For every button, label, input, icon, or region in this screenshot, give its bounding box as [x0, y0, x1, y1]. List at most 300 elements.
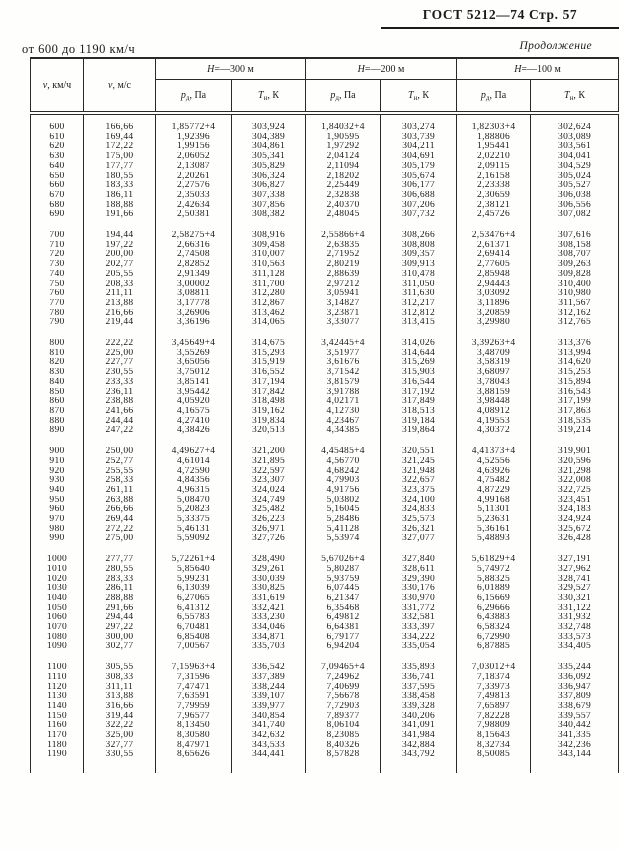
col-header-tn-300: $Т_н$, К: [232, 80, 306, 114]
table-cell: 1080: [31, 633, 84, 643]
table-cell: 331,772: [381, 604, 457, 614]
table-cell: 5,93759: [306, 575, 381, 585]
table-cell: 8,30580: [156, 731, 232, 741]
table-cell: 317,192: [381, 388, 457, 398]
col-header-tn-100: $Т_н$, К: [531, 80, 619, 114]
col-group-h-minus-100: Н=—100 м: [457, 58, 619, 80]
table-cell: 205,55: [84, 270, 156, 280]
table-row: [31, 378, 619, 388]
table-cell: 2,74508: [156, 250, 232, 260]
table-cell: 322,725: [531, 486, 619, 496]
table-cell: 1020: [31, 575, 84, 585]
table-cell: 341,984: [381, 731, 457, 741]
table-cell: 304,691: [381, 152, 457, 162]
table-cell: 222,22: [84, 339, 156, 349]
table-cell: 3,85141: [156, 378, 232, 388]
table-cell: 2,06052: [156, 152, 232, 162]
table-cell: 2,04124: [306, 152, 381, 162]
table-cell: 5,36161: [457, 525, 531, 535]
table-cell: 2,69414: [457, 250, 531, 260]
table-cell: 244,44: [84, 417, 156, 427]
table-cell: 340,442: [531, 721, 619, 731]
table-cell: 211,11: [84, 289, 156, 299]
table-cell: 330,176: [381, 584, 457, 594]
table-cell: 338,244: [232, 683, 306, 693]
table-cell: 840: [31, 378, 84, 388]
table-row: [31, 172, 619, 182]
table-row: [31, 683, 619, 693]
table-cell: 3,95442: [156, 388, 232, 398]
table-cell: 329,261: [232, 565, 306, 575]
spacer-cell: [457, 220, 531, 231]
table-cell: 4,84356: [156, 476, 232, 486]
table-cell: 4,08912: [457, 407, 531, 417]
table-cell: 314,675: [232, 339, 306, 349]
table-cell: 5,61829+4: [457, 555, 531, 565]
col-header-tn-200: $Т_н$, К: [381, 80, 457, 114]
table-cell: 710: [31, 241, 84, 251]
table-cell: 227,77: [84, 358, 156, 368]
table-cell: 233,33: [84, 378, 156, 388]
col-header-pd-100: $р_д$, Па: [457, 80, 531, 114]
table-cell: 2,80219: [306, 260, 381, 270]
table-cell: 2,66316: [156, 241, 232, 251]
table-cell: 325,573: [381, 515, 457, 525]
table-cell: 309,458: [232, 241, 306, 251]
table-cell: 3,45649+4: [156, 339, 232, 349]
table-cell: 325,00: [84, 731, 156, 741]
table-cell: 8,13450: [156, 721, 232, 731]
table-cell: 258,33: [84, 476, 156, 486]
table-cell: 307,082: [531, 210, 619, 220]
table-cell: 236,11: [84, 388, 156, 398]
table-cell: 315,253: [531, 368, 619, 378]
table-row: [31, 231, 619, 241]
table-cell: 3,98448: [457, 397, 531, 407]
table-cell: 7,09465+4: [306, 663, 381, 673]
table-cell: 7,49813: [457, 692, 531, 702]
table-cell: 2,27576: [156, 181, 232, 191]
table-cell: 2,55866+4: [306, 231, 381, 241]
table-cell: 337,809: [531, 692, 619, 702]
table-cell: 1,90595: [306, 133, 381, 143]
table-cell: 990: [31, 534, 84, 544]
table-cell: 330,970: [381, 594, 457, 604]
table-cell: 202,77: [84, 260, 156, 270]
table-cell: 318,498: [232, 397, 306, 407]
table-cell: 4,34385: [306, 426, 381, 436]
table-row: [31, 181, 619, 191]
table-row: [31, 241, 619, 251]
table-cell: 339,107: [232, 692, 306, 702]
table-cell: 2,71952: [306, 250, 381, 260]
table-cell: 331,122: [531, 604, 619, 614]
table-cell: 1150: [31, 712, 84, 722]
table-cell: 314,620: [531, 358, 619, 368]
table-cell: 2,25449: [306, 181, 381, 191]
table-row: [31, 289, 619, 299]
table-cell: 2,42634: [156, 201, 232, 211]
table-cell: 280,55: [84, 565, 156, 575]
table-cell: 7,03012+4: [457, 663, 531, 673]
table-cell: 5,16045: [306, 505, 381, 515]
table-cell: 335,893: [381, 663, 457, 673]
spacer-cell: [156, 220, 232, 231]
table-row: [31, 673, 619, 683]
table-cell: 340,206: [381, 712, 457, 722]
table-cell: 7,47471: [156, 683, 232, 693]
table-cell: 4,63926: [457, 467, 531, 477]
col-header-pd-300: $р_д$, Па: [156, 80, 232, 114]
table-cell: 321,948: [381, 467, 457, 477]
table-cell: 6,41312: [156, 604, 232, 614]
table-cell: 330,039: [232, 575, 306, 585]
table-cell: 307,206: [381, 201, 457, 211]
table-cell: 6,79177: [306, 633, 381, 643]
col-group-h-minus-300: Н=—300 м: [156, 58, 306, 80]
table-cell: 342,884: [381, 741, 457, 751]
col-header-v-ms: v, м/с: [84, 58, 156, 113]
table-cell: 320,513: [232, 426, 306, 436]
table-cell: 5,48893: [457, 534, 531, 544]
table-cell: 325,672: [531, 525, 619, 535]
table-cell: 317,194: [232, 378, 306, 388]
table-cell: 317,842: [232, 388, 306, 398]
spacer-cell: [84, 436, 156, 447]
table-cell: 6,21347: [306, 594, 381, 604]
spacer-cell: [457, 544, 531, 555]
table-row: [31, 505, 619, 515]
table-row: [31, 447, 619, 457]
table-cell: 166,66: [84, 123, 156, 133]
table-cell: 308,382: [232, 210, 306, 220]
table-cell: 307,616: [531, 231, 619, 241]
table-cell: 1,84032+4: [306, 123, 381, 133]
table-cell: 4,30372: [457, 426, 531, 436]
table-row: [31, 260, 619, 270]
table-cell: 5,33375: [156, 515, 232, 525]
table-cell: 169,44: [84, 133, 156, 143]
table-block-gap: [31, 328, 619, 339]
table-cell: 4,02171: [306, 397, 381, 407]
table-cell: 335,703: [232, 642, 306, 652]
table-cell: 309,357: [381, 250, 457, 260]
table-row: [31, 349, 619, 359]
table-cell: 1,97292: [306, 142, 381, 152]
table-row: [31, 575, 619, 585]
table-cell: 341,091: [381, 721, 457, 731]
table-cell: 7,82228: [457, 712, 531, 722]
col-group-h-minus-200: Н=—200 м: [306, 58, 457, 80]
table-cell: 820: [31, 358, 84, 368]
table-cell: 1,95441: [457, 142, 531, 152]
spacer-cell: [84, 652, 156, 663]
table-cell: 3,55269: [156, 349, 232, 359]
table-cell: 8,32734: [457, 741, 531, 751]
table-cell: 1070: [31, 623, 84, 633]
table-cell: 332,421: [232, 604, 306, 614]
table-cell: 306,556: [531, 201, 619, 211]
table-cell: 305,55: [84, 663, 156, 673]
table-row: [31, 534, 619, 544]
table-cell: 5,41128: [306, 525, 381, 535]
table-cell: 311,567: [531, 299, 619, 309]
table-cell: 319,864: [381, 426, 457, 436]
table-cell: 1000: [31, 555, 84, 565]
table-row: [31, 496, 619, 506]
table-cell: 1,92396: [156, 133, 232, 143]
table-body: [31, 113, 619, 773]
table-cell: 4,96315: [156, 486, 232, 496]
table-cell: 312,280: [232, 289, 306, 299]
table-cell: 920: [31, 467, 84, 477]
spacer-cell: [381, 760, 457, 773]
table-cell: 333,397: [381, 623, 457, 633]
spacer-cell: [156, 113, 232, 123]
spacer-cell: [306, 220, 381, 231]
table-row: [31, 741, 619, 751]
table-cell: 7,00567: [156, 642, 232, 652]
table-cell: 327,77: [84, 741, 156, 751]
table-cell: 323,307: [232, 476, 306, 486]
table-cell: 310,400: [531, 280, 619, 290]
table-cell: 335,054: [381, 642, 457, 652]
table-cell: 180,55: [84, 172, 156, 182]
table-cell: 310,980: [531, 289, 619, 299]
table-cell: 2,13087: [156, 162, 232, 172]
table-row: [31, 309, 619, 319]
table-cell: 4,45485+4: [306, 447, 381, 457]
table-cell: 319,834: [232, 417, 306, 427]
table-cell: 4,68242: [306, 467, 381, 477]
table-cell: 2,30659: [457, 191, 531, 201]
table-cell: 5,72261+4: [156, 555, 232, 565]
table-cell: 308,916: [232, 231, 306, 241]
table-cell: 303,739: [381, 133, 457, 143]
table-cell: 304,861: [232, 142, 306, 152]
table-cell: 600: [31, 123, 84, 133]
table-row: [31, 397, 619, 407]
table-cell: 2,02210: [457, 152, 531, 162]
table-cell: 6,43883: [457, 613, 531, 623]
table-cell: 315,269: [381, 358, 457, 368]
table-cell: 3,68097: [457, 368, 531, 378]
table-cell: 330,321: [531, 594, 619, 604]
table-row: [31, 663, 619, 673]
table-cell: 6,58324: [457, 623, 531, 633]
table-row: [31, 525, 619, 535]
table-row: [31, 486, 619, 496]
table-cell: 302,77: [84, 642, 156, 652]
table-cell: 760: [31, 289, 84, 299]
table-row: [31, 162, 619, 172]
table-row: [31, 270, 619, 280]
table-cell: 870: [31, 407, 84, 417]
table-cell: 305,024: [531, 172, 619, 182]
table-cell: 320,551: [381, 447, 457, 457]
table-row: [31, 250, 619, 260]
spacer-cell: [31, 436, 84, 447]
spacer-cell: [31, 113, 84, 123]
table-cell: 341,740: [232, 721, 306, 731]
table-cell: 860: [31, 397, 84, 407]
table-cell: 4,75482: [457, 476, 531, 486]
table-cell: 319,901: [531, 447, 619, 457]
table-cell: 770: [31, 299, 84, 309]
table-cell: 3,71542: [306, 368, 381, 378]
table-cell: 1180: [31, 741, 84, 751]
table-cell: 900: [31, 447, 84, 457]
table-cell: 319,44: [84, 712, 156, 722]
spacer-cell: [31, 328, 84, 339]
table-row: [31, 417, 619, 427]
table-cell: 2,18202: [306, 172, 381, 182]
table-cell: 311,11: [84, 683, 156, 693]
table-cell: 308,33: [84, 673, 156, 683]
table-cell: 1050: [31, 604, 84, 614]
table-cell: 3,08811: [156, 289, 232, 299]
table-cell: 225,00: [84, 349, 156, 359]
table-cell: 6,29666: [457, 604, 531, 614]
table-cell: 1030: [31, 584, 84, 594]
table-row: [31, 604, 619, 614]
table-cell: 322,597: [232, 467, 306, 477]
spacer-cell: [84, 220, 156, 231]
table-cell: 327,077: [381, 534, 457, 544]
table-cell: 336,947: [531, 683, 619, 693]
table-row: [31, 476, 619, 486]
table-cell: 310,563: [232, 260, 306, 270]
table-cell: 910: [31, 457, 84, 467]
spacer-cell: [531, 760, 619, 773]
table-block-gap: [31, 436, 619, 447]
table-cell: 329,527: [531, 584, 619, 594]
table-cell: 940: [31, 486, 84, 496]
table-cell: 313,462: [232, 309, 306, 319]
table-cell: 2,35033: [156, 191, 232, 201]
table-cell: 2,48045: [306, 210, 381, 220]
table-cell: 255,55: [84, 467, 156, 477]
table-cell: 324,924: [531, 515, 619, 525]
table-cell: 670: [31, 191, 84, 201]
table-cell: 2,53476+4: [457, 231, 531, 241]
table-cell: 315,919: [232, 358, 306, 368]
table-cell: 1,99156: [156, 142, 232, 152]
table-row: [31, 623, 619, 633]
table-cell: 3,58319: [457, 358, 531, 368]
table-cell: 7,56678: [306, 692, 381, 702]
spacer-cell: [31, 652, 84, 663]
table-cell: 311,630: [381, 289, 457, 299]
spacer-cell: [232, 328, 306, 339]
table-cell: 6,72990: [457, 633, 531, 643]
table-cell: 317,849: [381, 397, 457, 407]
table-cell: 316,543: [531, 388, 619, 398]
table-cell: 308,266: [381, 231, 457, 241]
table-cell: 322,22: [84, 721, 156, 731]
table-cell: 342,236: [531, 741, 619, 751]
table-cell: 343,144: [531, 750, 619, 760]
table-cell: 303,089: [531, 133, 619, 143]
table-cell: 2,91349: [156, 270, 232, 280]
table-row: [31, 280, 619, 290]
table-cell: 304,041: [531, 152, 619, 162]
table-cell: 6,55783: [156, 613, 232, 623]
table-cell: 342,632: [232, 731, 306, 741]
table-cell: 620: [31, 142, 84, 152]
table-cell: 2,38121: [457, 201, 531, 211]
table-cell: 2,20261: [156, 172, 232, 182]
spacer-cell: [457, 113, 531, 123]
table-block-gap: [31, 652, 619, 663]
table-row: [31, 633, 619, 643]
table-cell: 740: [31, 270, 84, 280]
table-cell: 194,44: [84, 231, 156, 241]
table-cell: 304,389: [232, 133, 306, 143]
table-cell: 5,67026+4: [306, 555, 381, 565]
table-cell: 327,840: [381, 555, 457, 565]
table-cell: 337,389: [232, 673, 306, 683]
table-cell: 332,581: [381, 613, 457, 623]
spacer-cell: [156, 328, 232, 339]
spacer-cell: [232, 652, 306, 663]
table-cell: 219,44: [84, 318, 156, 328]
table-cell: 690: [31, 210, 84, 220]
table-cell: 312,867: [232, 299, 306, 309]
table-cell: 2,94443: [457, 280, 531, 290]
spacer-cell: [232, 220, 306, 231]
table-cell: 1040: [31, 594, 84, 604]
table-cell: 308,707: [531, 250, 619, 260]
table-cell: 2,23338: [457, 181, 531, 191]
table-cell: 2,61371: [457, 241, 531, 251]
table-cell: 306,038: [531, 191, 619, 201]
table-cell: 6,15669: [457, 594, 531, 604]
table-cell: 322,008: [531, 476, 619, 486]
table-row: [31, 201, 619, 211]
table-cell: 311,700: [232, 280, 306, 290]
table-cell: 5,59092: [156, 534, 232, 544]
table-cell: 314,644: [381, 349, 457, 359]
table-cell: 4,52556: [457, 457, 531, 467]
table-cell: 306,688: [381, 191, 457, 201]
table-cell: 334,222: [381, 633, 457, 643]
table-cell: 3,36196: [156, 318, 232, 328]
table-cell: 311,050: [381, 280, 457, 290]
table-cell: 1,88806: [457, 133, 531, 143]
table-cell: 1160: [31, 721, 84, 731]
table-lead-gap: [31, 113, 619, 123]
spacer-cell: [306, 328, 381, 339]
table-row: [31, 721, 619, 731]
table-cell: 4,23467: [306, 417, 381, 427]
table-cell: 324,749: [232, 496, 306, 506]
table-row: [31, 555, 619, 565]
table-cell: 1100: [31, 663, 84, 673]
table-cell: 213,88: [84, 299, 156, 309]
table-cell: 3,65056: [156, 358, 232, 368]
table-row: [31, 594, 619, 604]
table-row: [31, 299, 619, 309]
table-cell: 980: [31, 525, 84, 535]
table-cell: 4,05920: [156, 397, 232, 407]
table-cell: 7,79959: [156, 702, 232, 712]
table-cell: 8,50085: [457, 750, 531, 760]
table-cell: 8,40326: [306, 741, 381, 751]
table-cell: 321,200: [232, 447, 306, 457]
table-cell: 305,527: [531, 181, 619, 191]
table-cell: 7,63591: [156, 692, 232, 702]
